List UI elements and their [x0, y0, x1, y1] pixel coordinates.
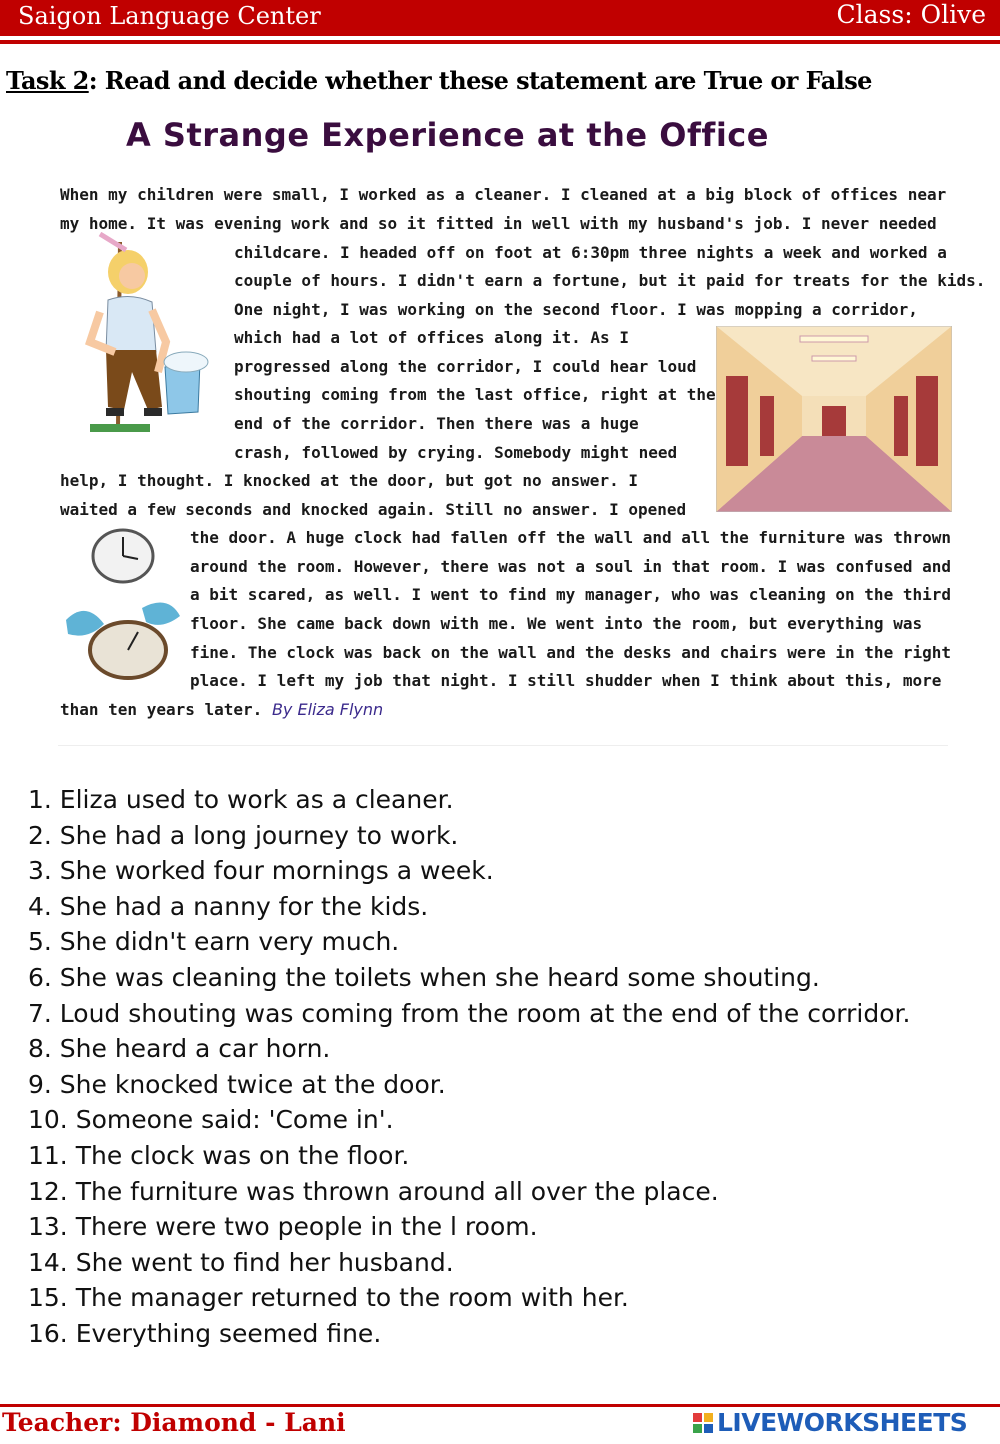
story-line: [60, 696, 383, 725]
story-line: place. I left my job that night. I still shudder when I think about this, more: [190, 671, 942, 690]
statement-item: 8. She heard a car horn.: [28, 1034, 331, 1064]
statement-item: 10. Someone said: 'Come in'.: [28, 1105, 394, 1135]
statement-item: 4. She had a nanny for the kids.: [28, 891, 429, 921]
broken-clock-illustration: [58, 590, 188, 690]
wall-clock-illustration: [88, 525, 158, 587]
footer-divider: [0, 1404, 1000, 1407]
story-line: childcare. I headed off on foot at 6:30pm three nights a week and worked a: [234, 243, 947, 262]
office-corridor-illustration: [716, 326, 952, 512]
statement-item: 9. She knocked twice at the door.: [28, 1069, 446, 1099]
story-line: floor. She came back down with me. We went into the room, but everything was: [190, 614, 923, 633]
story-line: progressed along the corridor, I could hear loud: [234, 357, 697, 376]
story-line: end of the corridor. Then there was a huge: [234, 414, 639, 433]
story-line: shouting coming from the last office, right at the: [234, 385, 716, 404]
story-line: waited a few seconds and knocked again. Still no answer. I opened: [60, 500, 687, 519]
statement-item: 16. Everything seemed fine.: [28, 1318, 382, 1348]
statement-item: 6. She was cleaning the toilets when she heard some shouting.: [28, 962, 820, 992]
school-name: Saigon Language Center: [18, 2, 321, 30]
story-author: By Eliza Flynn: [271, 700, 384, 719]
task-text: : Read and decide whether these statement are True or False: [88, 66, 872, 95]
story-line: couple of hours. I didn't earn a fortune, but it paid for treats for the kids.: [234, 271, 986, 290]
story-line: One night, I was working on the second floor. I was mopping a corridor,: [234, 300, 918, 319]
statement-item: 13. There were two people in the l room.: [28, 1212, 538, 1242]
statements-list: [28, 782, 978, 1352]
task-instruction: [6, 66, 872, 95]
story-line: a bit scared, as well. I went to find my manager, who was cleaning on the third: [190, 585, 951, 604]
story-line: crash, followed by crying. Somebody might need: [234, 443, 678, 462]
story-line: the door. A huge clock had fallen off the wall and all the furniture was thrown: [190, 528, 951, 547]
statement-item: 5. She didn't earn very much.: [28, 927, 400, 957]
story-bottom-border: [58, 745, 948, 746]
header-divider: [0, 40, 1000, 44]
story-line: which had a lot of offices along it. As I: [234, 328, 629, 347]
story-last-line: than ten years later.: [60, 700, 263, 719]
story-title: A Strange Experience at the Office: [126, 116, 769, 154]
statement-item: 3. She worked four mornings a week.: [28, 856, 494, 886]
story-line: my home. It was evening work and so it fitted in well with my husband's job. I never needed: [60, 214, 937, 233]
story-line: When my children were small, I worked as a cleaner. I cleaned at a big block of offices near: [60, 185, 947, 204]
statement-item: 12. The furniture was thrown around all over the place.: [28, 1176, 719, 1206]
liveworksheets-brand: LIVEWORKSHEETS: [717, 1408, 968, 1437]
liveworksheets-icon: [693, 1413, 713, 1433]
statement-item: 15. The manager returned to the room with her.: [28, 1283, 629, 1313]
cleaner-woman-illustration: [70, 232, 230, 450]
liveworksheets-logo: [693, 1408, 967, 1437]
class-label: Class: Olive: [836, 0, 986, 29]
statement-item: 14. She went to find her husband.: [28, 1247, 454, 1277]
task-label: Task 2: [6, 66, 89, 95]
story-line: fine. The clock was back on the wall and the desks and chairs were in the right: [190, 643, 951, 662]
statement-item: 11. The clock was on the floor.: [28, 1140, 410, 1170]
statement-item: 7. Loud shouting was coming from the room at the end of the corridor.: [28, 998, 911, 1028]
statement-item: 2. She had a long journey to work.: [28, 820, 459, 850]
statement-item: 1. Eliza used to work as a cleaner.: [28, 785, 454, 814]
story-line: around the room. However, there was not a soul in that room. I was confused and: [190, 557, 951, 576]
story-line: help, I thought. I knocked at the door, but got no answer. I: [60, 471, 638, 490]
teacher-name: Teacher: Diamond - Lani: [2, 1408, 346, 1437]
